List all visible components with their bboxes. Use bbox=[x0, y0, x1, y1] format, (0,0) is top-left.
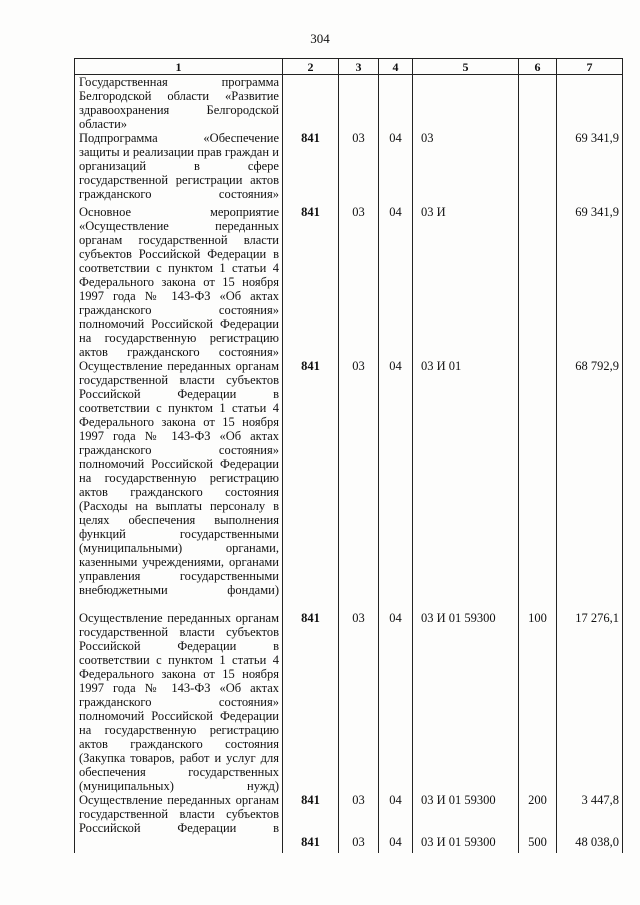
cell-target-article: 03 И 01 59300 bbox=[413, 835, 519, 853]
table-row bbox=[75, 205, 623, 359]
table-row bbox=[75, 75, 623, 132]
column-header-4: 4 bbox=[379, 59, 413, 75]
column-header-1: 1 bbox=[75, 59, 283, 75]
cell-ministry bbox=[283, 75, 339, 132]
column-header-3: 3 bbox=[339, 59, 379, 75]
cell-amount: 68 792,9 bbox=[557, 359, 623, 611]
cell-ministry: 841 bbox=[283, 131, 339, 205]
column-header-7: 7 bbox=[557, 59, 623, 75]
cell-expense-type: 200 bbox=[519, 793, 557, 835]
cell-subsection: 04 bbox=[379, 611, 413, 793]
cell-ministry: 841 bbox=[283, 835, 339, 853]
cell-section: 03 bbox=[339, 131, 379, 205]
header-row bbox=[75, 59, 623, 75]
row-name: Основное мероприятие «Осуществление переданных органам государственной власти субъектов Российской Федерации в соответствии с пунктом 1 статьи 4 Федерального закона от 15 ноября 1997 года № 143-ФЗ «Об актах гражданского состояния» полномочий Российской Федерации на государственную регистрацию актов гражданского состояния» bbox=[75, 205, 283, 359]
page-number: 304 bbox=[310, 31, 330, 46]
cell-ministry: 841 bbox=[283, 359, 339, 611]
cell-amount: 17 276,1 bbox=[557, 611, 623, 793]
cell-amount: 69 341,9 bbox=[557, 205, 623, 359]
cell-subsection: 04 bbox=[379, 205, 413, 359]
cell-target-article: 03 И 01 bbox=[413, 359, 519, 611]
cell-ministry: 841 bbox=[283, 793, 339, 835]
cell-section: 03 bbox=[339, 835, 379, 853]
row-name: Осуществление переданных органам государственной власти субъектов Российской Федерации в соответствии с пунктом 1 статьи 4 Федерального закона от 15 ноября 1997 года № 143-ФЗ «Об актах гражданского состояния» полномочий Российской Федерации на государственную регистрацию актов гражданского состояния (Закупка товаров, работ и услуг для обеспечения государственных (муниципальных) нужд) bbox=[75, 611, 283, 793]
column-header-2: 2 bbox=[283, 59, 339, 75]
cell-target-article: 03 И 01 59300 bbox=[413, 611, 519, 793]
cell-ministry: 841 bbox=[283, 611, 339, 793]
row-name: Осуществление переданных органам государственной власти субъектов Российской Федерации в соответствии с пунктом 1 статьи 4 Федерального закона от 15 ноября 1997 года № 143-ФЗ «Об актах гражданского состояния» полномочий Российской Федерации на государственную регистрацию актов гражданского состояния (Расходы на выплаты персоналу в целях обеспечения выполнения функций государственными (муниципальными) органами, казенными учреждениями, органами управления государственными внебюджетными фондами) bbox=[75, 359, 283, 611]
cell-target-article: 03 И bbox=[413, 205, 519, 359]
cell-section: 03 bbox=[339, 359, 379, 611]
row-name: Государственная программа Белгородской области «Развитие здравоохранения Белгородской области» bbox=[75, 75, 283, 132]
cell-expense-type: 500 bbox=[519, 835, 557, 853]
column-header-5: 5 bbox=[413, 59, 519, 75]
cell-section: 03 bbox=[339, 611, 379, 793]
row-name bbox=[75, 835, 283, 853]
cell-expense-type bbox=[519, 131, 557, 205]
table-row bbox=[75, 793, 623, 835]
table-row bbox=[75, 835, 623, 853]
cell-subsection: 04 bbox=[379, 359, 413, 611]
cell-subsection: 04 bbox=[379, 793, 413, 835]
cell-target-article: 03 И 01 59300 bbox=[413, 793, 519, 835]
row-name: Осуществление переданных органам государственной власти субъектов Российской Федерации в bbox=[75, 793, 283, 835]
cell-amount bbox=[557, 75, 623, 132]
cell-subsection: 04 bbox=[379, 835, 413, 853]
cell-amount: 3 447,8 bbox=[557, 793, 623, 835]
row-name: Подпрограмма «Обеспечение защиты и реализации прав граждан и организаций в сфере государственной регистрации актов гражданского состояния» bbox=[75, 131, 283, 205]
column-header-6: 6 bbox=[519, 59, 557, 75]
table-row bbox=[75, 131, 623, 205]
cell-expense-type: 100 bbox=[519, 611, 557, 793]
cell-subsection: 04 bbox=[379, 131, 413, 205]
cell-section bbox=[339, 75, 379, 132]
budget-table bbox=[74, 58, 623, 853]
cell-ministry: 841 bbox=[283, 205, 339, 359]
cell-subsection bbox=[379, 75, 413, 132]
cell-amount: 69 341,9 bbox=[557, 131, 623, 205]
table-row bbox=[75, 359, 623, 611]
cell-amount: 48 038,0 bbox=[557, 835, 623, 853]
cell-expense-type bbox=[519, 359, 557, 611]
cell-section: 03 bbox=[339, 205, 379, 359]
cell-target-article bbox=[413, 75, 519, 132]
cell-expense-type bbox=[519, 205, 557, 359]
cell-section: 03 bbox=[339, 793, 379, 835]
cell-expense-type bbox=[519, 75, 557, 132]
table-row bbox=[75, 611, 623, 793]
cell-target-article: 03 bbox=[413, 131, 519, 205]
